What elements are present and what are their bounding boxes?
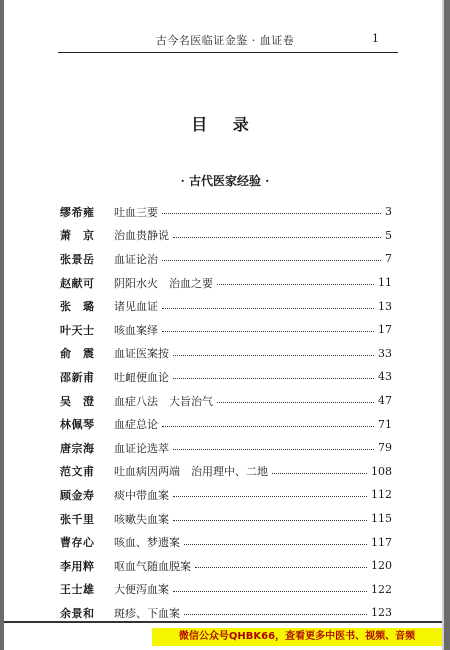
toc-row[interactable] (60, 530, 392, 554)
toc-entry-title: 血证医案按 (114, 347, 169, 361)
toc-page-number: 122 (371, 582, 392, 596)
toc-page-number: 47 (378, 394, 392, 408)
toc-author: 邵新甫 (60, 370, 95, 384)
toc-entry-title: 大便泻血案 (114, 583, 169, 597)
toc-author: 萧 京 (60, 229, 95, 243)
toc-title: 目 录 (191, 115, 259, 134)
toc-row[interactable] (60, 483, 392, 507)
toc-entry (114, 298, 392, 314)
toc-entry (114, 369, 392, 385)
toc-leader-dots (195, 567, 367, 568)
toc-author: 张景岳 (60, 252, 95, 266)
header-rule (58, 52, 398, 53)
toc-page-number: 17 (378, 323, 392, 337)
toc-entry (114, 605, 392, 621)
toc-leader-dots (173, 237, 381, 238)
toc-page-number: 71 (378, 417, 392, 431)
toc-page-number: 11 (378, 276, 392, 290)
toc-author: 缪希雍 (60, 205, 95, 219)
toc-leader-dots (173, 591, 367, 592)
toc-row[interactable] (60, 507, 392, 531)
toc-entry-title: 治血贵静说 (114, 229, 169, 243)
toc-entry (114, 204, 392, 220)
toc-entry (114, 558, 392, 574)
toc-page-number: 115 (371, 512, 392, 526)
toc-entry-title: 吐血病因两端 治用理中、二地 (114, 465, 268, 479)
toc-entry (114, 440, 392, 456)
toc-leader-dots (217, 284, 374, 285)
toc-entry (114, 393, 392, 409)
toc-author: 范文甫 (60, 465, 95, 479)
toc-author: 林佩琴 (60, 418, 95, 432)
toc-author: 赵献可 (60, 276, 95, 290)
toc-page-number: 7 (385, 252, 392, 266)
toc-leader-dots (272, 473, 367, 474)
toc-entry (114, 534, 392, 550)
toc-row[interactable] (60, 200, 392, 224)
toc-author: 张 璐 (60, 300, 95, 314)
toc-entry (114, 322, 392, 338)
toc-entry (114, 251, 392, 267)
toc-author: 俞 震 (60, 347, 95, 361)
toc-page-number: 13 (378, 299, 392, 313)
toc-entry (114, 345, 392, 361)
toc-page-number: 43 (378, 370, 392, 384)
toc-author: 王士雄 (60, 583, 95, 597)
toc-author: 顾金寿 (60, 488, 95, 502)
toc-page-number: 117 (371, 535, 392, 549)
toc-entry-title: 斑疹、下血案 (114, 606, 180, 620)
toc-author: 张千里 (60, 512, 95, 526)
toc-leader-dots (173, 355, 374, 356)
toc-entry (114, 487, 392, 503)
toc-row[interactable] (60, 389, 392, 413)
section-title: · 古代医家经验 · (180, 174, 270, 188)
toc-entry-title: 痰中带血案 (114, 488, 169, 502)
toc-row[interactable] (60, 294, 392, 318)
toc-row[interactable] (60, 271, 392, 295)
toc-leader-dots (173, 449, 374, 450)
toc-entry-title: 咳血、梦遗案 (114, 536, 180, 550)
toc-entry-title: 吐血三要 (114, 205, 158, 219)
toc-page-number: 108 (371, 464, 392, 478)
toc-page-number: 5 (385, 228, 392, 242)
toc-leader-dots (162, 331, 374, 332)
toc-entry (114, 581, 392, 597)
toc-leader-dots (217, 402, 374, 403)
running-title: 古今名医临证金鉴 · 血证卷 (155, 34, 295, 47)
toc-leader-dots (184, 544, 367, 545)
toc-entry-title: 咳嗽失血案 (114, 512, 169, 526)
toc-author: 叶天士 (60, 323, 95, 337)
page-right-border (444, 0, 450, 650)
toc-row[interactable] (60, 342, 392, 366)
toc-entry-title: 吐衄便血论 (114, 370, 169, 384)
toc-leader-dots (173, 496, 367, 497)
toc-row[interactable] (60, 365, 392, 389)
toc-author: 曹存心 (60, 536, 95, 550)
toc-author: 余景和 (60, 606, 95, 620)
toc-row[interactable] (60, 460, 392, 484)
header-page-number: 1 (372, 32, 379, 45)
toc-leader-dots (162, 308, 374, 309)
toc-row[interactable] (60, 578, 392, 602)
toc-leader-dots (162, 426, 374, 427)
toc-leader-dots (184, 614, 367, 615)
toc-row[interactable] (60, 554, 392, 578)
toc-page-number: 120 (371, 559, 392, 573)
toc-leader-dots (162, 213, 381, 214)
toc-leader-dots (173, 520, 367, 521)
toc-author: 李用粹 (60, 559, 95, 573)
toc-row[interactable] (60, 247, 392, 271)
toc-entry-title: 阴阳水火 治血之要 (114, 276, 213, 290)
page-left-border (0, 0, 4, 650)
running-header (0, 32, 450, 50)
toc-entry-title: 咳血案绎 (114, 323, 158, 337)
toc-entry-title: 血证论治 (114, 252, 158, 266)
toc-entry (114, 275, 392, 291)
toc-page-number: 79 (378, 441, 392, 455)
toc-entry-title: 诸见血证 (114, 300, 158, 314)
bottom-rule (4, 621, 442, 623)
toc-entry (114, 511, 392, 527)
toc-row[interactable] (60, 224, 392, 248)
toc-page-number: 123 (371, 606, 392, 620)
toc-leader-dots (173, 378, 374, 379)
toc-entry (114, 416, 392, 432)
toc-row[interactable] (60, 412, 392, 436)
toc-entry-title: 呕血气随血脱案 (114, 559, 191, 573)
toc-page-number: 3 (385, 205, 392, 219)
toc-entry-title: 血症总论 (114, 418, 158, 432)
toc-row[interactable] (60, 436, 392, 460)
promo-banner[interactable]: 微信公众号QHBK66，查看更多中医书、视频、音频 (152, 628, 442, 646)
toc-entry-title: 血证论选萃 (114, 441, 169, 455)
toc-entry (114, 463, 392, 479)
toc-list (60, 200, 392, 625)
toc-author: 吴 澄 (60, 394, 95, 408)
toc-entry-title: 血症八法 大旨治气 (114, 394, 213, 408)
toc-leader-dots (162, 260, 381, 261)
toc-page-number: 33 (378, 346, 392, 360)
toc-row[interactable] (60, 318, 392, 342)
toc-author: 唐宗海 (60, 441, 95, 455)
toc-page-number: 112 (371, 488, 392, 502)
toc-entry (114, 227, 392, 243)
